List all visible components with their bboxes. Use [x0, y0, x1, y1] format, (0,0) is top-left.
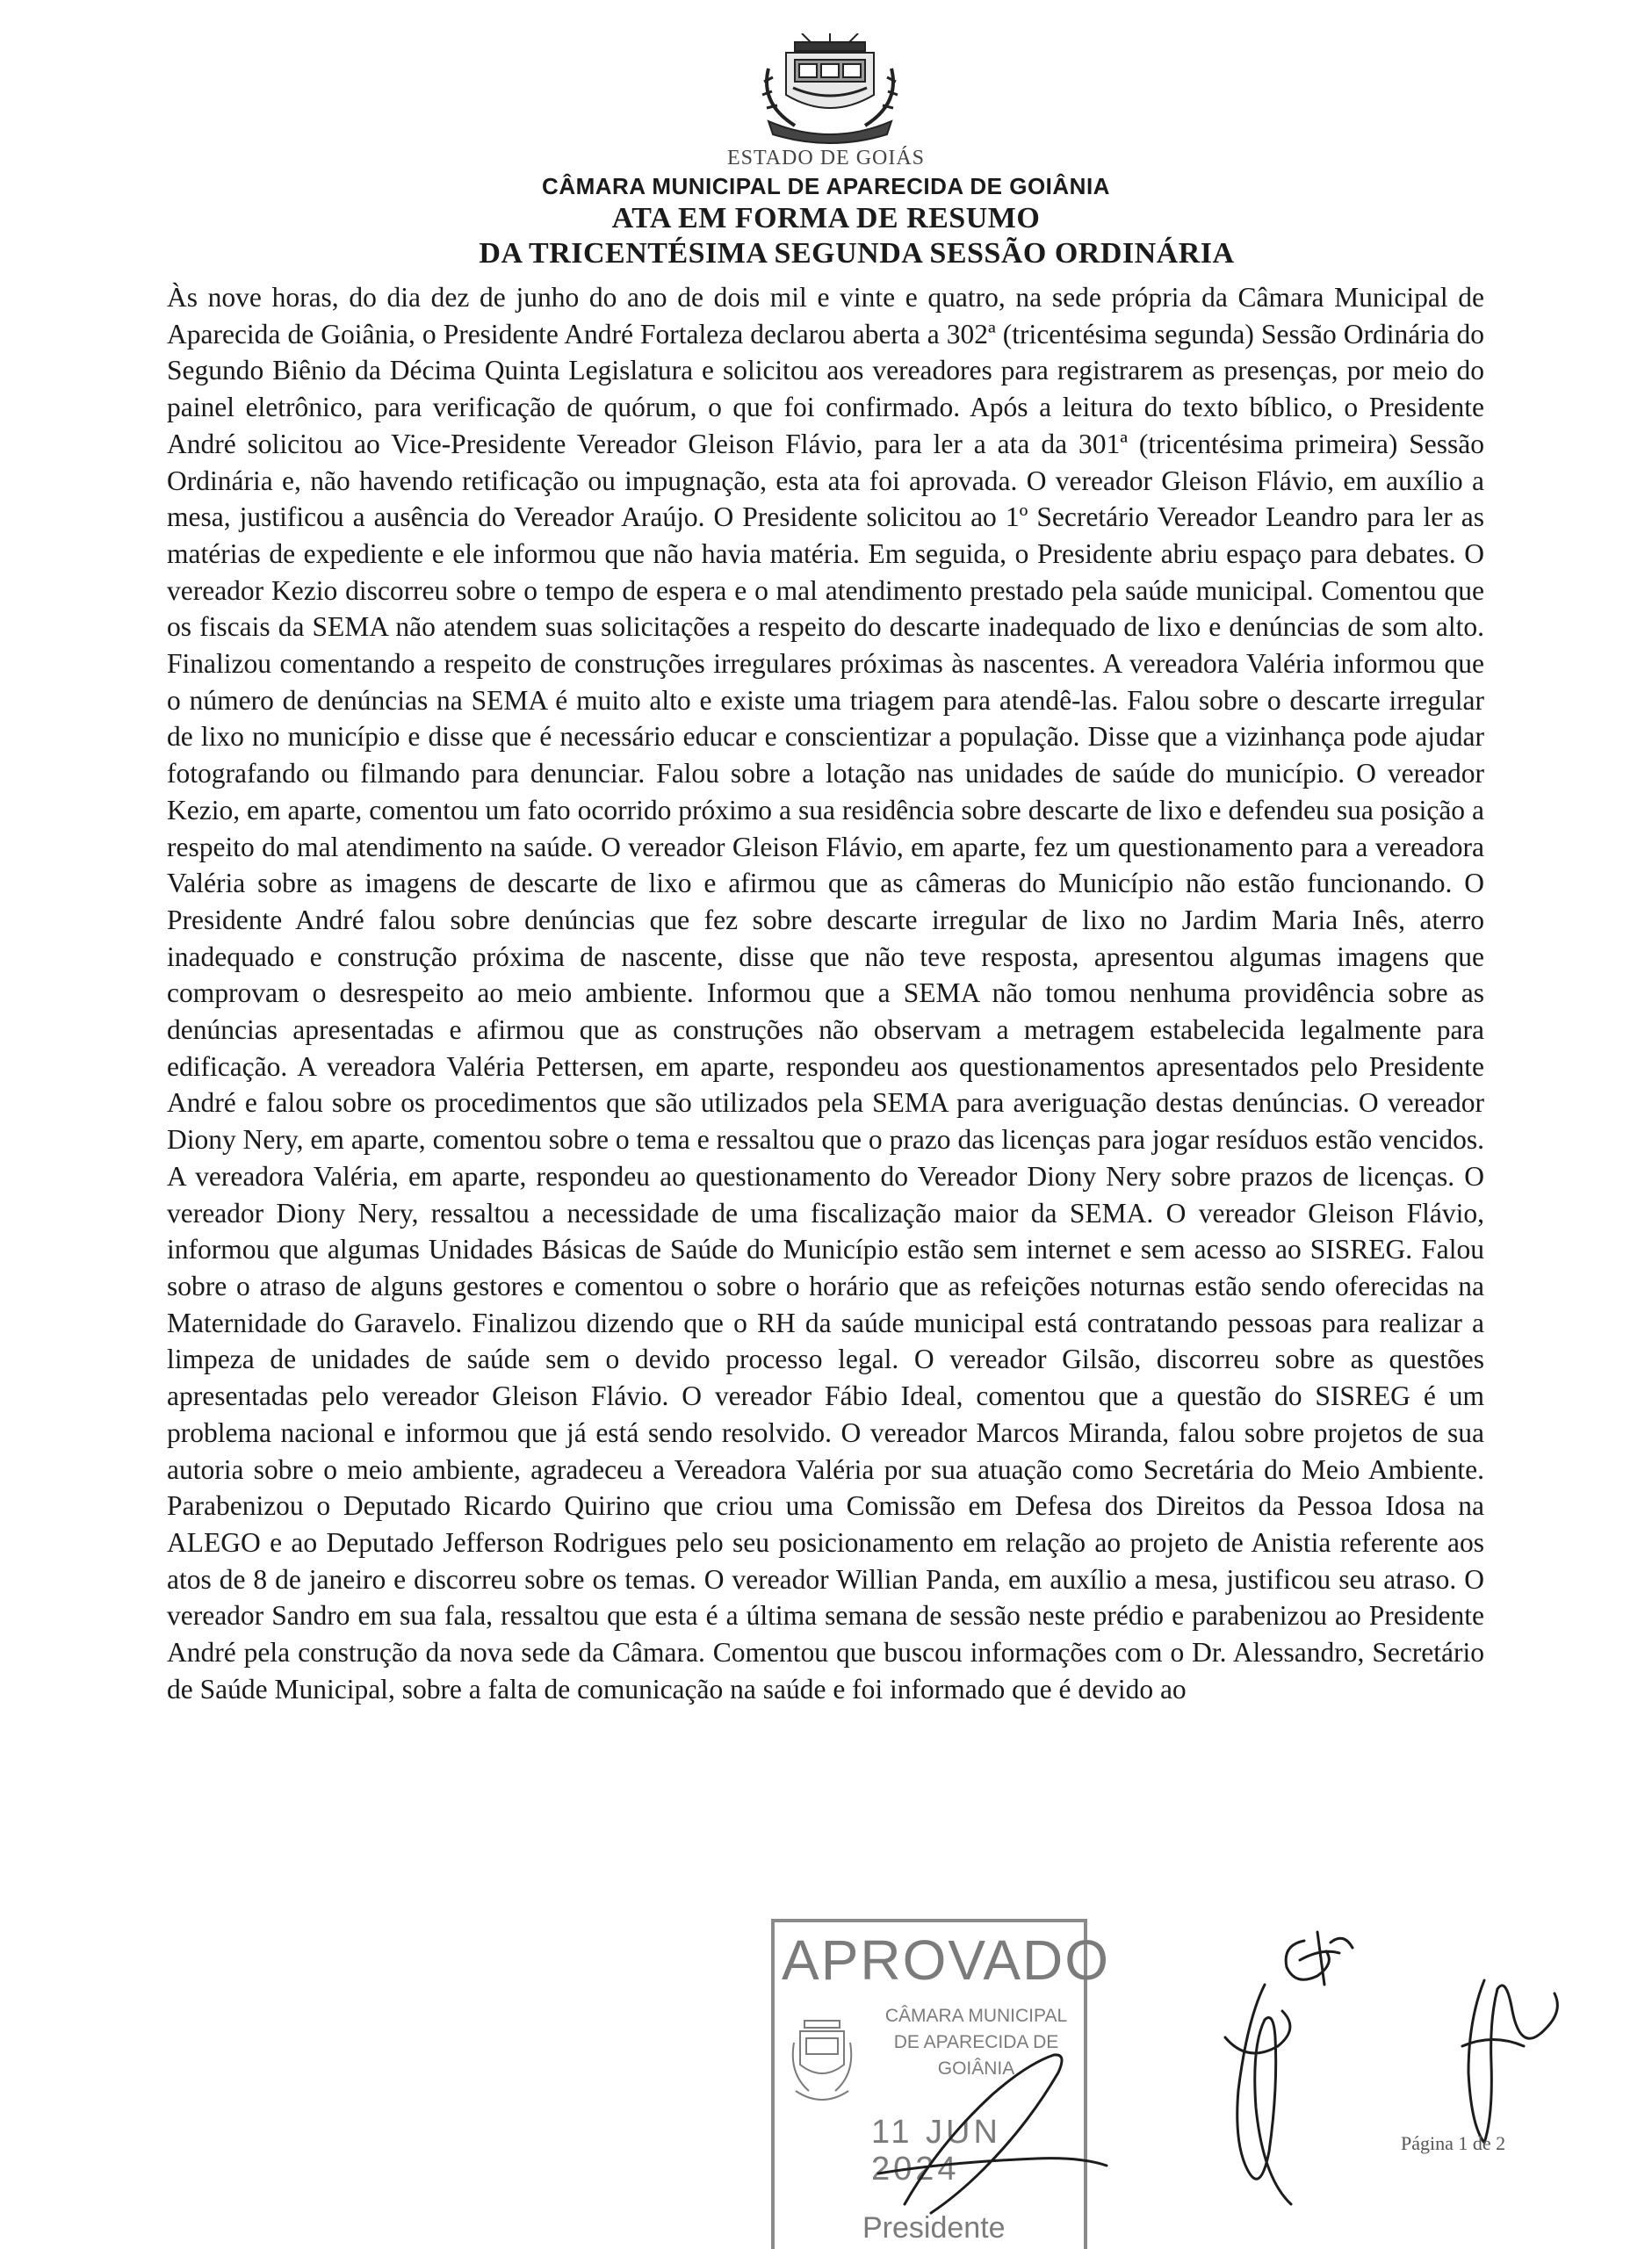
initials-signature [1286, 1932, 1353, 1985]
member-signature-1 [1225, 1985, 1291, 2204]
minutes-body-text: Às nove horas, do dia dez de junho do ano de dois mil e vinte e quatro, na sede própria da Câmara Municipal de Aparecida de Goiânia, o Presidente André Fortaleza declarou aberta a 302ª (tricentésima segunda) Sessão Ordinária do Segundo Biênio da Décima Quinta Legislatura e solicitou aos vereadores para registrarem as presenças, por meio do painel eletrônico, para verificação de quórum, o que foi confirmado. Após a leitura do texto bíblico, o Presidente André solicitou ao Vice-Presidente Vereador Gleison Flávio, para ler a ata da 301ª (tricentésima primeira) Sessão Ordinária e, não havendo retificação ou impugnação, esta ata foi aprovada. O vereador Gleison Flávio, em auxílio a mesa, justificou a ausência do Vereador Araújo. O Presidente solicitou ao 1º Secretário Vereador Leandro para ler as matérias de expediente e ele informou que não havia matéria. Em seguida, o Presidente abriu espaço para debates. O vereador Kezio discorreu sobre o tempo de espera e o mal atendimento prestado pela saúde municipal. Comentou que os fiscais da SEMA não atendem suas solicitações a respeito do descarte inadequado de lixo e denúncias de som alto. Finalizou comentando a respeito de construções irregulares próximas às nascentes. A vereadora Valéria informou que o número de denúncias na SEMA é muito alto e existe uma triagem para atendê-las. Falou sobre o descarte irregular de lixo no município e disse que é necessário educar e conscientizar a população. Disse que a vizinhança pode ajudar fotografando ou filmando para denunciar. Falou sobre a lotação nas unidades de saúde do município. O vereador Kezio, em aparte, comentou um fato ocorrido próximo a sua residência sobre descarte de lixo e defendeu sua posição a respeito do mal atendimento na saúde. O vereador Gleison Flávio, em aparte, fez um questionamento para a vereadora Valéria sobre as imagens de descarte de lixo e afirmou que as câmeras do Município não estão funcionando. O Presidente André falou sobre denúncias que fez sobre descarte irregular de lixo no Jardim Maria Inês, aterro inadequado e construção próxima de nascente, disse que não teve resposta, apresentou algumas imagens que comprovam o desrespeito ao meio ambiente. Informou que a SEMA não tomou nenhuma providência sobre as denúncias apresentadas e afirmou que as construções não observam a metragem estabelecida legalmente para edificação. A vereadora Valéria Pettersen, em aparte, respondeu aos questionamentos apresentados pelo Presidente André e falou sobre os procedimentos que são utilizados pela SEMA para averiguação destas denúncias. O vereador Diony Nery, em aparte, comentou sobre o tema e ressaltou que o prazo das licenças para jogar resíduos estão vencidos. A vereadora Valéria, em aparte, respondeu ao questionamento do Vereador Diony Nery sobre prazos de licenças. O vereador Diony Nery, ressaltou a necessidade de uma fiscalização maior da SEMA. O vereador Gleison Flávio, informou que algumas Unidades Básicas de Saúde do Município estão sem internet e sem acesso ao SISREG. Falou sobre o atraso de alguns gestores e comentou o sobre o horário que as refeições noturnas estão sendo oferecidas na Maternidade do Garavelo. Finalizou dizendo que o RH da saúde municipal está contratando pessoas para realizar a limpeza de unidades de saúde sem o devido processo legal. O vereador Gilsão, discorreu sobre as questões apresentadas pelo vereador Gleison Flávio. O vereador Fábio Ideal, comentou que a questão do SISREG é um problema nacional e informou que já está sendo resolvido. O vereador Marcos Miranda, falou sobre projetos de sua autoria sobre o meio ambiente, agradeceu a Vereadora Valéria por sua atuação como Secretária do Meio Ambiente. Parabenizou o Deputado Ricardo Quirino que criou uma Comissão em Defesa dos Direitos da Pessoa Idosa na ALEGO e ao Deputado Jefferson Rodrigues pelo seu posicionamento em relação ao projeto de Anistia referente aos atos de 8 de janeiro e discorreu sobre os temas. O vereador Willian Panda, em auxílio a mesa, justificou seu atraso. O vereador Sandro em sua fala, ressaltou que esta é a última semana de sessão neste prédio e parabenizou ao Presidente André pela construção da nova sede da Câmara. Comentou que buscou informações com o Dr. Alessandro, Secretário de Saúde Municipal, sobre a falta de comunicação na saúde e foi informado que é devido ao [167, 282, 1484, 1705]
approval-stamp [771, 1919, 1110, 2249]
state-name: ESTADO DE GOIÁS [726, 147, 926, 169]
stamp-institution: CÂMARA MUNICIPAL DE APARECIDA DE GOIÂNIA [884, 2006, 1068, 2079]
document-title-line-2: DA TRICENTÉSIMA SEGUNDA SESSÃO ORDINÁRIA [479, 237, 1235, 270]
stamp-title: APROVADO [782, 1928, 1110, 1992]
page-number: Página 1 de 2 [1401, 2132, 1506, 2154]
member-signature-2 [1462, 1980, 1557, 2143]
document-header [0, 145, 1652, 271]
document-title-line-1: ATA EM FORMA DE RESUMO [611, 202, 1041, 234]
stamp-date: 11 JUN 2024 [871, 2114, 1001, 2188]
stamp-role: Presidente [862, 2211, 1006, 2245]
municipal-crest-icon [733, 33, 927, 148]
chamber-name: CÂMARA MUNICIPAL DE APARECIDA DE GOIÂNIA [542, 173, 1110, 199]
stamp-seal-icon [787, 2012, 857, 2117]
